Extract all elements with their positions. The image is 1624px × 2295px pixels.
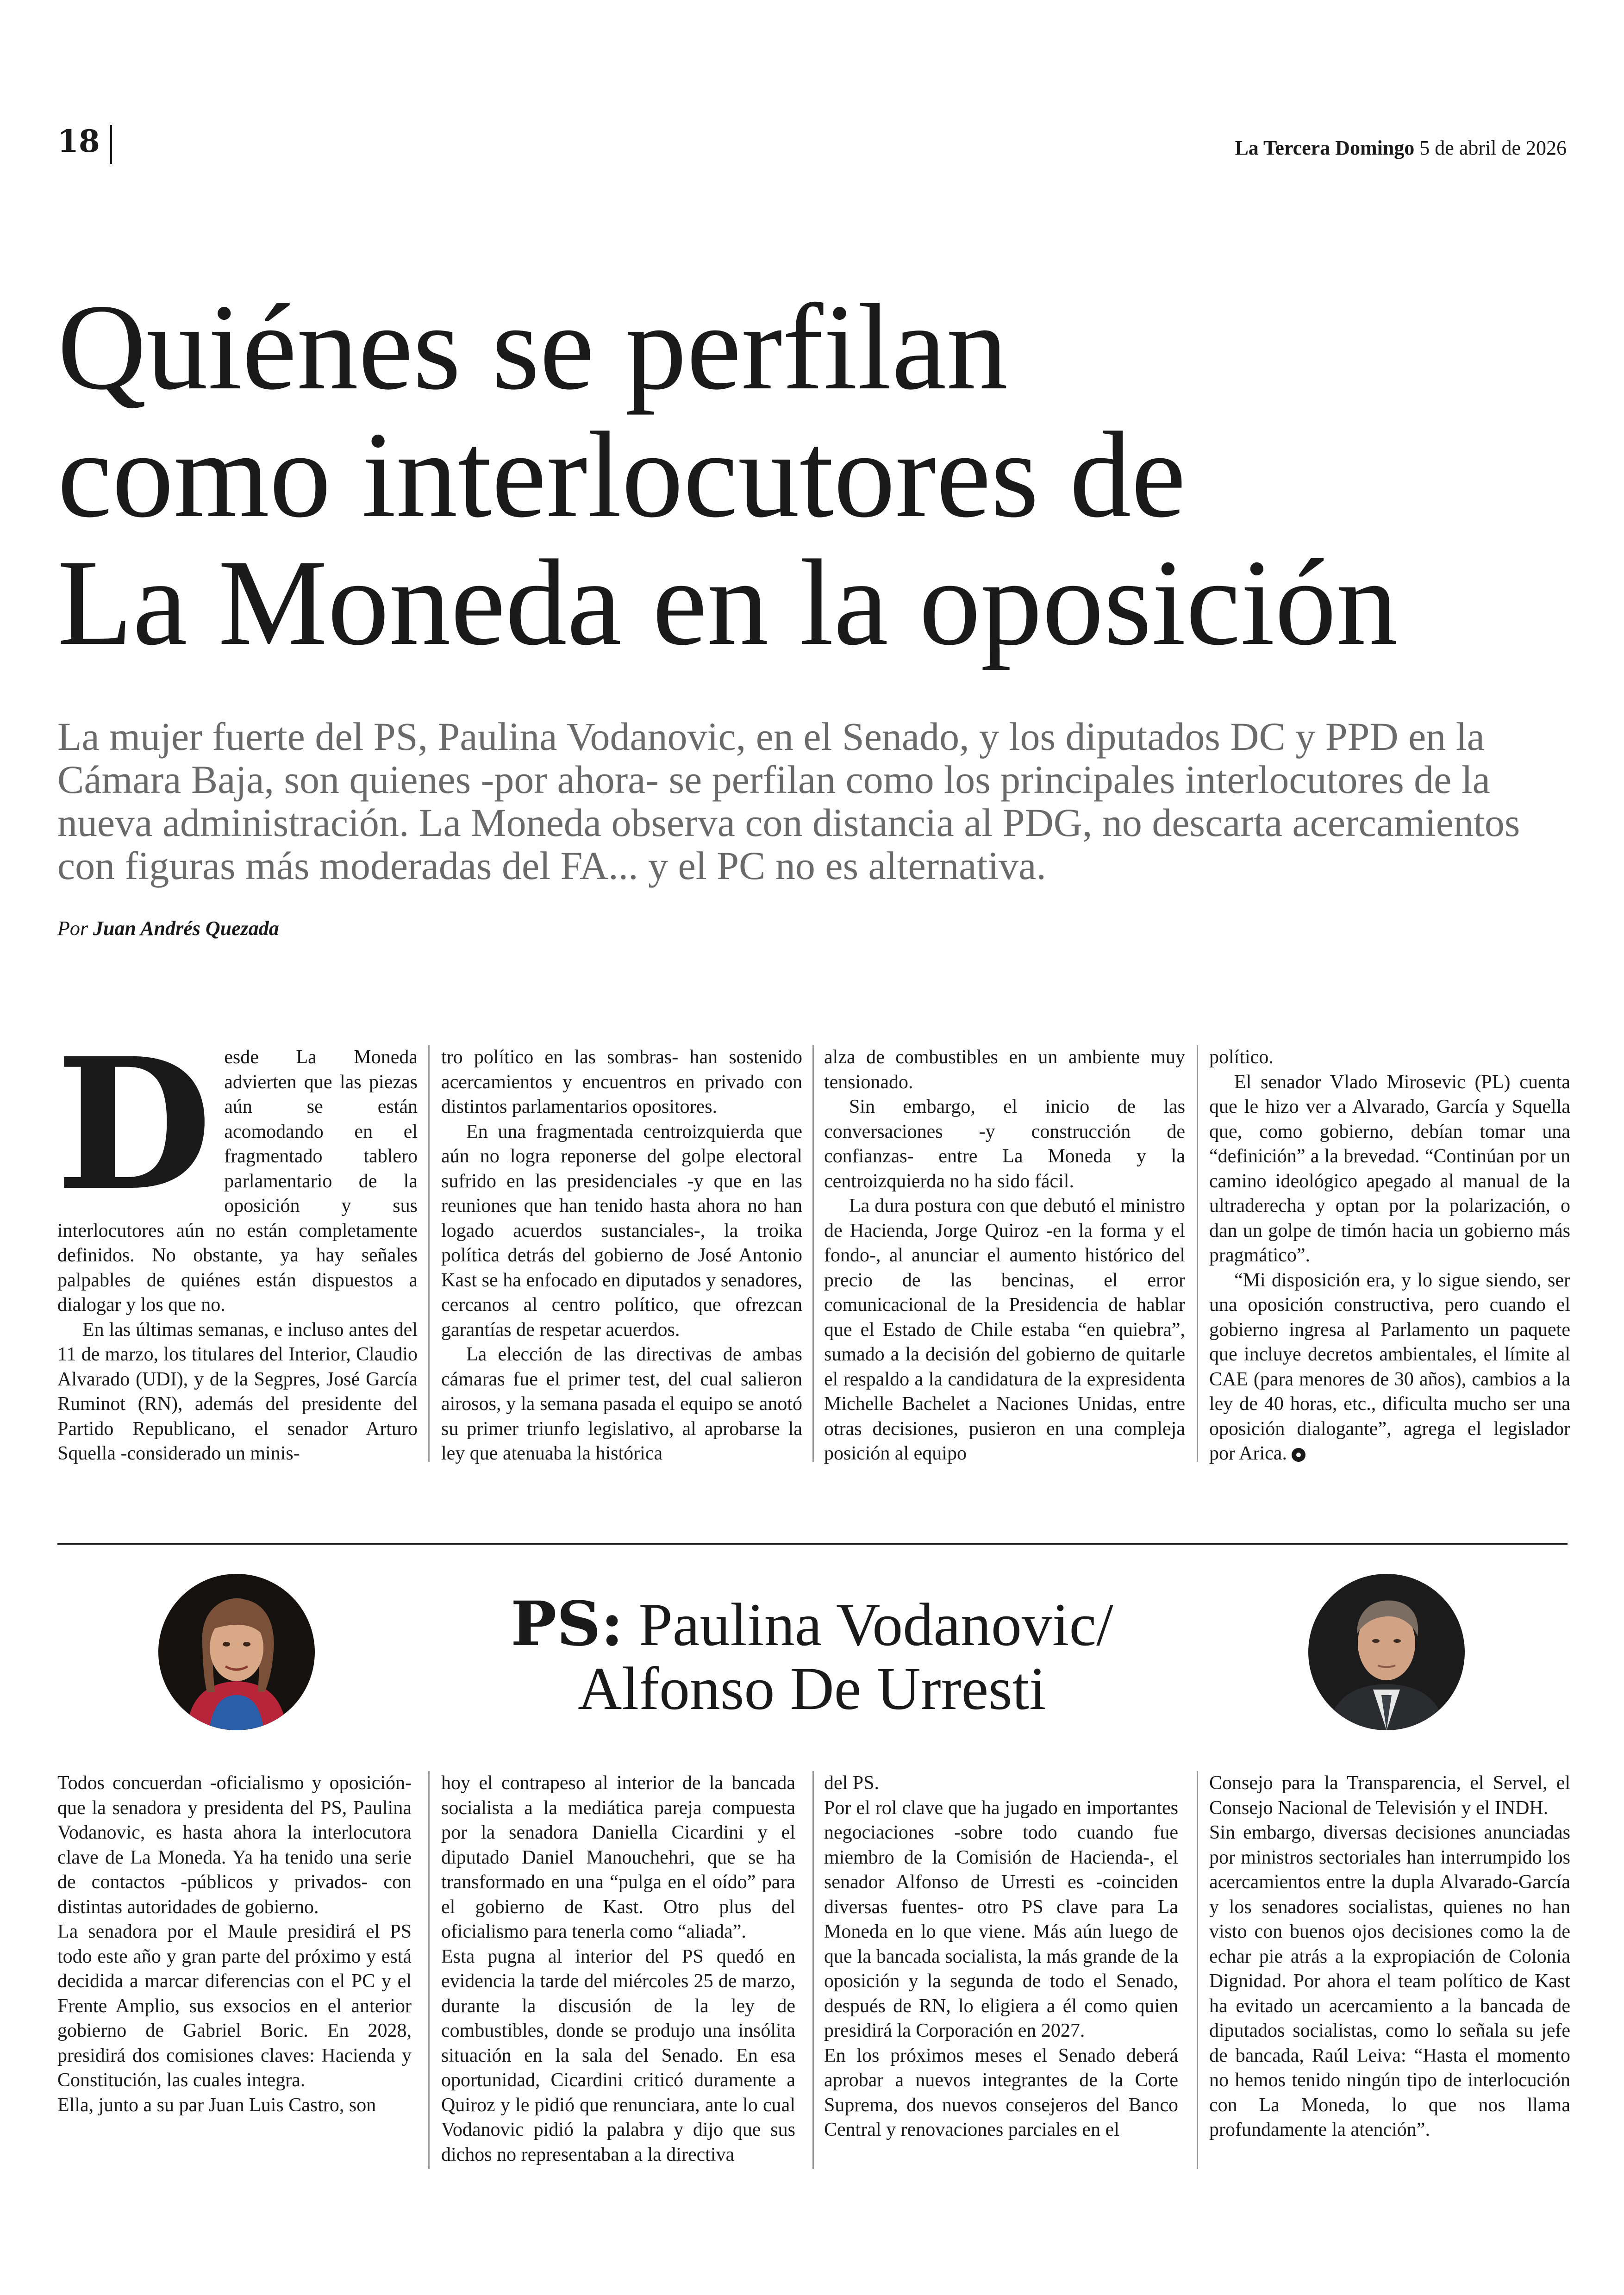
headline-line-1: Quiénes se perfilan xyxy=(57,279,1008,415)
publication-name: La Tercera Domingo xyxy=(1235,137,1415,159)
article-column-1 xyxy=(56,1018,418,1466)
portrait-paulina-vodanovic xyxy=(158,1574,315,1730)
section-paragraph: hoy el contrapeso al interior de la bancada socialista a la mediática pareja compuesta por la senadora Daniella Cicardini y el diputado Daniel Manouchehri, que se ha transformado en una “pulga en el oído” para el gobierno de Kast. Otro plus del oficialismo para tenerla como “aliada”. xyxy=(441,1772,795,1942)
article-paragraph: Sin embargo, el inicio de las conversaciones -y construcción de confianzas- entre La Moneda y la centroizquierda no ha sido fácil. xyxy=(824,1096,1185,1192)
standfirst: La mujer fuerte del PS, Paulina Vodanovic, en el Senado, y los diputados DC y PPD en la Cámara Baja, son quienes -por ahora- se perfilan como los principales interlocutores de la nueva administración. La Moneda observa con distancia al PDG, no descarta acercamientos con figuras más moderadas del FA... y el PC no es alternativa. xyxy=(57,714,1520,888)
portrait-alfonso-de-urresti xyxy=(1308,1574,1465,1730)
byline xyxy=(57,916,279,942)
section-divider xyxy=(57,1543,1568,1545)
section-title xyxy=(370,1588,1254,1722)
publication-line xyxy=(1235,135,1567,161)
column-divider xyxy=(812,1045,814,1462)
article-paragraph: político. xyxy=(1209,1047,1274,1068)
headline-line-2: como interlocutores de xyxy=(57,406,1186,543)
section-paragraph: Todos concuerdan -oficialismo y oposición- que la senadora y presidenta del PS, Paulina Vodanovic, es hasta ahora la interlocutora clave de La Moneda. Ya ha tenido una serie de contactos -públicos y privados- con distintas autoridades de gobierno. xyxy=(57,1772,412,1918)
section-paragraph: Ella, junto a su par Juan Luis Castro, son xyxy=(57,2094,376,2116)
byline-author: Juan Andrés Quezada xyxy=(93,917,279,940)
section-paragraph: Esta pugna al interior del PS quedó en evidencia la tarde del miércoles 25 de marzo, durante la discusión de la ley de combustibles, donde se produjo una insólita situación en la sala del Senado. En esa oportunidad, Cicardini criticó duramente a Quiroz y le pidió que renunciara, ante lo cual Vodanovic pidió la palabra y dijo que sus dichos no representaban a la directiva xyxy=(441,1946,795,2165)
column-divider xyxy=(812,1771,814,2169)
section-paragraph: La senadora por el Maule presidirá el PS todo este año y gran parte del próximo y está decidida a marcar diferencias con el PC y el Frente Amplio, sus exsocios en el anterior gobierno de Gabriel Boric. En 2028, presidirá dos comisiones claves: Hacienda y Constitución, las cuales integra. xyxy=(57,1921,412,2091)
column-divider xyxy=(1197,1045,1198,1462)
article-paragraph: En una fragmentada centroizquierda que aún no logra reponerse del golpe electoral sufrido en las presidenciales -y que en las reuniones que han tenido hasta ahora no han logado acuerdos sustanciales-, la troika política detrás del gobierno de José Antonio Kast se ha enfocado en diputados y senadores, cercanos al centro político, que ofrezcan garantías de respetar acuerdos. xyxy=(441,1121,802,1341)
section-title-line-1: Paulina Vodanovic/ xyxy=(638,1590,1113,1659)
article-column-4 xyxy=(1209,1045,1570,1466)
section-column-3 xyxy=(824,1771,1178,2143)
column-divider xyxy=(428,1045,430,1462)
article-column-3 xyxy=(824,1045,1185,1466)
column-divider xyxy=(428,1771,430,2169)
article-paragraph: En las últimas semanas, e incluso antes del 11 de marzo, los titulares del Interior, Claudio Alvarado (UDI), y de la Segpres, José García Ruminot (RN), además del presidente del Partido Republicano, el senador Arturo Squella -considerado un minis- xyxy=(57,1319,418,1464)
article-column-2 xyxy=(441,1045,802,1466)
headline xyxy=(57,279,1585,671)
column-divider xyxy=(1197,1771,1198,2169)
article-paragraph: tro político en las sombras- han sostenido acercamientos y encuentros en privado con distintos parlamentarios opositores. xyxy=(441,1047,802,1117)
article-paragraph: Desde La Moneda advierten que las piezas aún se están acomodando en el fragmentado tablero parlamentario de la oposición y sus interlocutores aún no están completamente definidos. No obstante, ya hay señales palpables de quiénes están dispuestos a dialogar y los que no. xyxy=(56,1018,418,1316)
article-paragraph: “Mi disposición era, y lo sigue siendo, ser una oposición constructiva, pero cuando el gobierno ingresa al Parlamento un paquete que incluye decretos ambientales, el límite al CAE (para menores de 30 años), cambios a la ley de 40 horas, etc., dificulta mucho ser una oposición dialogante”, agrega el legislador por Arica. xyxy=(1209,1269,1570,1464)
section-column-2 xyxy=(441,1771,795,2167)
drop-cap: D xyxy=(56,1018,212,1230)
article-paragraph: alza de combustibles en un ambiente muy tensionado. xyxy=(824,1047,1185,1093)
article-paragraph: La dura postura con que debutó el ministro de Hacienda, Jorge Quiroz -en la forma y el fondo-, al anunciar el aumento histórico del precio de las bencinas, el error comunicacional de la Presidencia de hablar que el Estado de Chile estaba “en quiebra”, sumado a la decisión del gobierno de quitarle el respaldo a la candidatura de la expresidenta Michelle Bachelet a Naciones Unidas, entre otras decisiones, pusieron en una compleja posición al equipo xyxy=(824,1195,1185,1464)
section-paragraph: En los próximos meses el Senado deberá aprobar a nuevos integrantes de la Corte Suprema, dos nuevos consejeros del Banco Central y renovaciones parciales en el xyxy=(824,2045,1178,2140)
section-paragraph: Sin embargo, diversas decisiones anunciadas por ministros sectoriales han interrumpido los acercamientos entre la dupla Alvarado-García y los senadores socialistas, quienes no han visto con buenos ojos decisiones como la de echar pie atrás a la expropiación de Colonia Dignidad. Por ahora el team político de Kast ha evitado un acercamiento a la bancada de diputados socialistas, como lo señala su jefe de bancada, Raúl Leiva: “Hasta el momento no hemos tenido ningún tipo de interlocución con La Moneda, lo que nos llama profundamente la atención”. xyxy=(1209,1822,1570,2140)
byline-prefix: Por xyxy=(57,917,88,940)
section-paragraph: Consejo para la Transparencia, el Servel, el Consejo Nacional de Televisión y el INDH. xyxy=(1209,1772,1570,1819)
headline-line-3: La Moneda en la oposición xyxy=(57,534,1398,671)
page-number: 18 xyxy=(57,123,100,159)
publication-date: 5 de abril de 2026 xyxy=(1419,137,1567,159)
article-paragraph: La elección de las directivas de ambas cámaras fue el primer test, del cual salieron airosos, y la semana pasada el equipo se anotó su primer triunfo legislativo, al aprobarse la ley que atenuaba la histórica xyxy=(441,1344,802,1464)
section-party-tag: PS: xyxy=(511,1588,624,1660)
article-paragraph: El senador Vlado Mirosevic (PL) cuenta que le hizo ver a Alvarado, García y Squella que, como gobierno, debían tomar una “definición” a la brevedad. “Continúan por un camino ideológico apegado al manual de la ultraderecha y optan por la polarización, o dan un golpe de timón hacia un gobierno más pragmático”. xyxy=(1209,1071,1570,1266)
section-paragraph: Por el rol clave que ha jugado en importantes negociaciones -sobre todo cuando fue miembro de la Comisión de Hacienda-, el senador Alfonso de Urresti es -coinciden diversas fuentes- otro PS clave para La Moneda en lo que viene. Más aún luego de que la bancada socialista, la más grande de la oposición y la segunda de todo el Senado, después de RN, lo eligiera a él como quien presidirá la Corporación en 2027. xyxy=(824,1797,1178,2041)
section-paragraph: del PS. xyxy=(824,1772,880,1794)
section-column-1 xyxy=(57,1771,412,2118)
end-of-article-icon xyxy=(1292,1448,1305,1462)
section-title-line-2: Alfonso De Urresti xyxy=(578,1654,1046,1722)
page-number-divider xyxy=(110,125,112,164)
section-column-4 xyxy=(1209,1771,1570,2143)
